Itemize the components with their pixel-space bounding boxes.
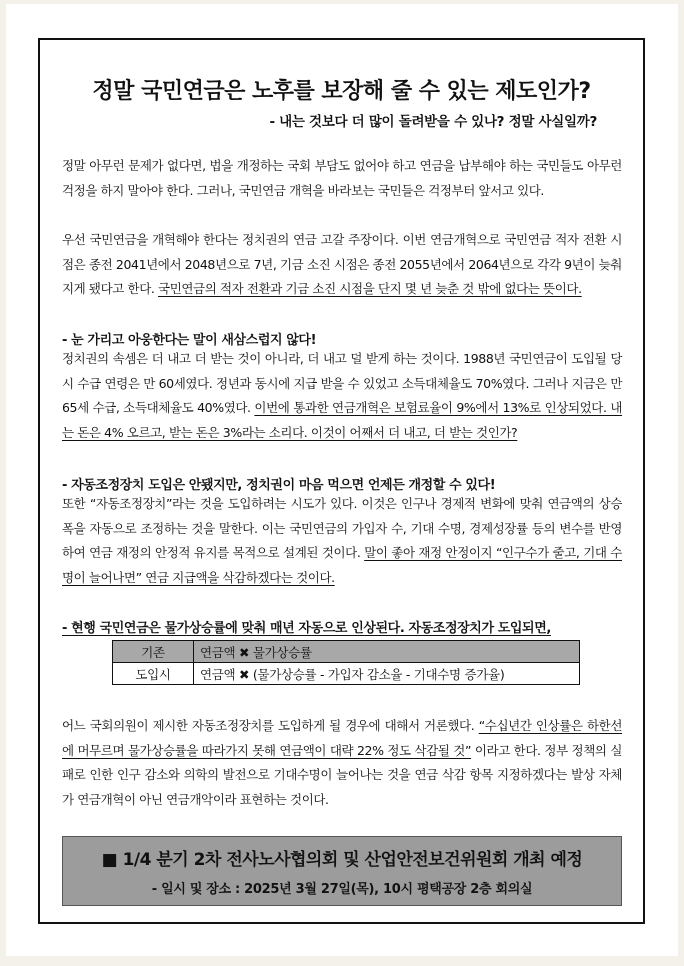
section-2-text: 또한 “자동조정장치”라는 것을 도입하려는 시도가 있다. 이것은 인구나 경제적 변화에 맞춰 연금액의 상승폭을 자동으로 조정하는 것을 말한다. 이는 국민연금의 가입자 수, 기대 수명, 경제성장률 등의 변수를 반영하여 연금 재정의 안정적 유지를 목적으로 설계된 것이다. (62, 496, 622, 560)
leaflet-page (6, 4, 678, 956)
section-2-heading: - 자동조정장치 도입은 안됐지만, 정치권이 마음 먹으면 언제든 개정할 수 있다! (62, 478, 496, 493)
content-frame (38, 38, 645, 924)
table-cell-formula: 연금액 ✖ (물가상승률 - 가입자 감소율 - 기대수명 증가율) (194, 663, 580, 685)
page-title: 정말 국민연금은 노후를 보장해 줄 수 있는 제도인가? (92, 79, 591, 104)
table-cell-label: 기존 (113, 641, 194, 663)
closing-quote: “수십년간 인상률은 하한선에 머무르며 물가상승률을 따라가지 못해 연금액이 대략 22% 정도 삭감될 것” (62, 718, 623, 758)
notice-headline: ■ 1/4 분기 2차 전사노사협의회 및 산업안전보건위원회 개최 예정 (101, 850, 583, 870)
section-1-heading: - 눈 가리고 아웅한다는 말이 새삼스럽지 않다! (62, 333, 317, 348)
table-row (113, 663, 580, 685)
paragraph-text: 우선 국민연금을 개혁해야 한다는 정치권의 연금 고갈 주장이다. 이번 연금개혁으로 국민연금 적자 전환 시점은 종전 2041년에서 2048년으로 7년, 기금 소진 시점은 종전 2055년에서 2064년으로 각각 9년이 늦춰지게 됐다고 한다. (62, 232, 622, 296)
section-1-paragraph (62, 347, 622, 445)
section-1-text: 정치권의 속셈은 더 내고 더 받는 것이 아니라, 더 내고 덜 받게 하는 것이다. 1988년 국민연금이 도입될 당시 수급 연령은 만 60세였다. 정년과 동시에 지급 받을 수 있었고 소득대체율도 70%였다. 그러나 지금은 만 65세 수급, 소득대체율도 40%였다. (62, 351, 622, 415)
closing-paragraph (62, 714, 622, 812)
table-cell-formula: 연금액 ✖ 물가상승률 (194, 641, 580, 663)
table-row (113, 641, 580, 663)
closing-text-2: 이라고 한다. 정부 정책의 실패로 인한 인구 감소와 의학의 발전으로 기대수명이 늘어나는 것을 연금 삭감 항목 지정하겠다는 발상 자체가 연금개혁이 아닌 연금개악이라 표현하는 것이다. (62, 742, 623, 807)
table-cell-label: 도입시 (113, 663, 194, 685)
intro-paragraph: 정말 아무런 문제가 없다면, 법을 개정하는 국회 부담도 없어야 하고 연금을 납부해야 하는 국민들도 아무런 걱정을 하지 말아야 한다. 그러나, 국민연금 개혁을 바라보는 국민들은 걱정부터 앞서고 있다. (62, 158, 622, 198)
section-3-heading: - 현행 국민연금은 물가상승률에 맞춰 매년 자동으로 인상된다. 자동조정장치가 도입되면, (62, 621, 551, 636)
pension-formula-table (112, 640, 580, 685)
section-1-underline: 이번에 통과한 연금개혁은 보험료율이 9%에서 13%로 인상되었다. 내는 돈은 4% 오르고, 받는 돈은 3%라는 소리다. 이것이 어째서 더 내고, 더 받는 것인가? (62, 400, 623, 440)
paragraph-underline: 국민연금의 적자 전환과 기금 소진 시점을 단지 몇 년 늦춘 것 밖에 없다는 뜻이다. (158, 281, 582, 296)
meeting-notice-box (62, 836, 622, 906)
paragraph-pension-depletion (62, 228, 622, 302)
notice-detail: - 일시 및 장소 : 2025년 3월 27일(목), 10시 평택공장 2층 회의실 (151, 882, 533, 897)
section-2-underline: 말이 좋아 재정 안정이지 “인구수가 줄고, 기대 수명이 늘어나면” 연금 지급액을 삭감하겠다는 것이다. (62, 545, 622, 585)
page-subtitle: - 내는 것보다 더 많이 돌려받을 수 있나? 정말 사실일까? (269, 114, 597, 130)
closing-text-1: 어느 국회의원이 제시한 자동조정장치를 도입하게 될 경우에 대해서 거론했다. (62, 718, 475, 733)
section-2-paragraph (62, 492, 622, 590)
